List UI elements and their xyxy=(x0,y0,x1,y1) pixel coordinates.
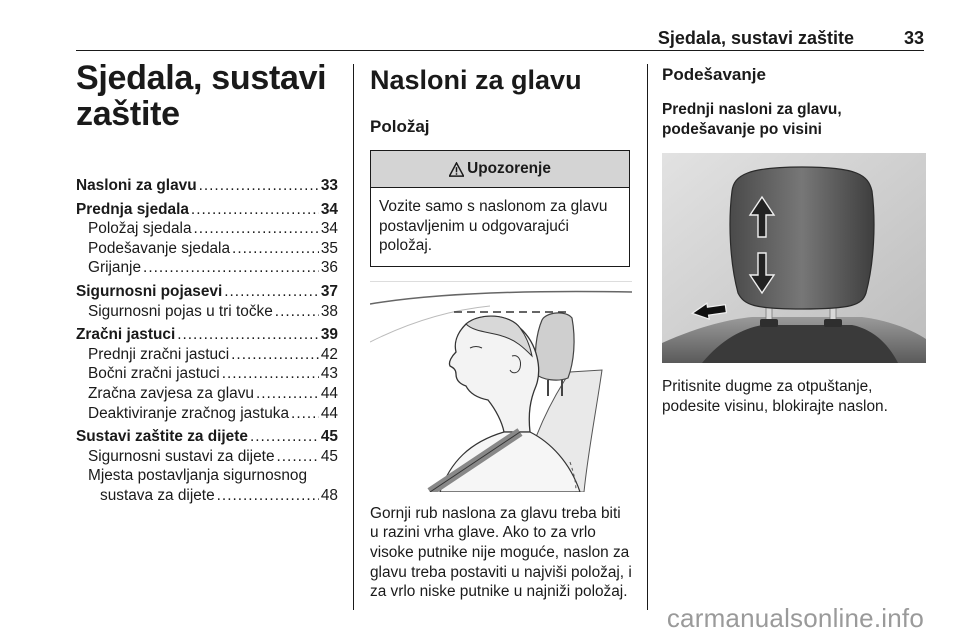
toc-entry-page: 44 xyxy=(320,404,338,422)
header-title: Sjedala, sustavi zaštite xyxy=(657,28,854,48)
chapter-title-line2: zaštite xyxy=(76,95,180,133)
toc-entry-label: Sigurnosni sustavi za dijete xyxy=(88,447,275,465)
toc-entry[interactable] xyxy=(76,282,338,302)
toc-entry[interactable] xyxy=(76,364,338,384)
warning-header xyxy=(371,151,629,188)
toc-entry-label: Sustavi zaštite za dijete xyxy=(76,428,248,446)
toc-leader-dots xyxy=(291,404,319,424)
toc-entry[interactable] xyxy=(76,219,338,239)
column-divider-1 xyxy=(353,64,354,610)
toc-entry-page: 36 xyxy=(320,259,338,277)
toc-entry-label: Zračni jastuci xyxy=(76,326,176,344)
toc-entry[interactable] xyxy=(76,239,338,259)
toc-column xyxy=(76,60,338,506)
toc-entry-page: 34 xyxy=(320,200,338,218)
toc-leader-dots xyxy=(250,427,319,447)
toc-entry[interactable] xyxy=(76,200,338,220)
toc-leader-dots xyxy=(177,325,319,345)
warning-triangle-icon xyxy=(449,162,464,177)
toc-entry-page: 33 xyxy=(320,177,338,194)
toc-leader-dots xyxy=(256,384,319,404)
toc-entry-label: Grijanje xyxy=(88,259,142,277)
headrest-position-column xyxy=(370,64,632,602)
toc-entry-label: Deaktiviranje zračnog jastuka xyxy=(88,404,290,422)
toc-entry-page: 34 xyxy=(320,220,338,238)
page-number: 33 xyxy=(903,28,924,48)
toc-entry-label: Položaj sjedala xyxy=(88,220,192,238)
warning-box xyxy=(370,150,630,267)
toc-entry-page: 37 xyxy=(320,282,338,300)
toc-entry-page: 38 xyxy=(320,302,338,320)
toc-entry-label: Prednji zračni jastuci xyxy=(88,345,230,363)
toc-entry-page: 45 xyxy=(320,428,338,446)
adjustment-title: Podešavanje xyxy=(662,65,766,84)
chapter-title xyxy=(76,60,338,132)
toc-leader-dots xyxy=(199,176,319,196)
toc-entry[interactable] xyxy=(76,345,338,365)
headrest-position-text: Gornji rub naslona za glavu treba biti u razini vrha glave. Ako to za vrlo visoke putnike nije moguće, naslon za glavu treba postaviti u najviši položaj, i za vrlo niske putnike u najniži položaj. xyxy=(370,504,632,601)
toc-leader-dots xyxy=(194,219,319,239)
chapter-title-line1: Sjedala, sustavi xyxy=(76,59,327,97)
toc-entry-label: Nasloni za glavu xyxy=(76,177,197,194)
toc-entry-page: 48 xyxy=(320,486,338,504)
toc-entry-page: 42 xyxy=(320,345,338,363)
toc-entry[interactable] xyxy=(76,404,338,424)
toc-entry-label: Sigurnosni pojasevi xyxy=(76,282,223,300)
adjustment-text: Pritisnite dugme za otpuštanje, podesite visinu, blokirajte naslon. xyxy=(662,378,888,415)
toc-entry-label: Sigurnosni pojas u tri točke xyxy=(88,302,273,320)
warning-text: Vozite samo s naslonom za glavu postavljenim u odgovarajući položaj. xyxy=(379,198,608,255)
toc-leader-dots xyxy=(231,345,319,365)
column-divider-2 xyxy=(647,64,648,610)
adjustment-subtitle-line2: podešavanje po visini xyxy=(662,120,822,138)
toc-leader-dots xyxy=(224,282,319,302)
page-header xyxy=(76,28,924,51)
toc-entry-label: Podešavanje sjedala xyxy=(88,239,231,257)
toc-entry[interactable] xyxy=(76,325,338,345)
section-title: Nasloni za glavu xyxy=(370,65,582,95)
toc-leader-dots xyxy=(277,447,319,467)
toc-entry[interactable] xyxy=(76,384,338,404)
toc-entry-label: Prednja sjedala xyxy=(76,200,189,218)
toc-leader-dots xyxy=(217,486,319,506)
toc-entry-page: 45 xyxy=(320,447,338,465)
toc-entry-page: 44 xyxy=(320,384,338,402)
toc-leader-dots xyxy=(191,200,319,220)
toc-entry-label: sustava za dijete xyxy=(100,486,215,504)
toc-entry[interactable] xyxy=(76,176,338,196)
toc-entry-page: 43 xyxy=(320,365,338,383)
toc-entry-label: Mjesta postavljanja sigurnosnog xyxy=(88,467,308,485)
warning-title: Upozorenje xyxy=(467,160,551,177)
toc-leader-dots xyxy=(275,302,319,322)
toc-entry-label: Zračna zavjesa za glavu xyxy=(88,384,254,402)
toc-leader-dots xyxy=(232,239,319,259)
toc-entry[interactable] xyxy=(76,302,338,322)
headrest-position-illustration xyxy=(370,281,632,492)
toc-leader-dots xyxy=(143,258,319,278)
toc-entry[interactable] xyxy=(76,466,338,486)
headrest-adjustment-column xyxy=(662,64,926,416)
subsection-title: Položaj xyxy=(370,117,430,136)
toc-entry[interactable] xyxy=(76,427,338,447)
adjustment-subtitle-line1: Prednji nasloni za glavu, xyxy=(662,101,842,118)
toc-entry-page: 35 xyxy=(320,239,338,257)
toc-entry[interactable] xyxy=(76,258,338,278)
toc-entry[interactable] xyxy=(76,486,338,506)
site-watermark: carmanualsonline.info xyxy=(666,603,924,633)
toc-entry[interactable] xyxy=(76,447,338,467)
table-of-contents xyxy=(76,176,338,506)
headrest-adjustment-drawing xyxy=(662,153,926,363)
headrest-adjustment-photo xyxy=(662,153,926,363)
adjustment-subtitle xyxy=(662,100,926,139)
toc-leader-dots xyxy=(222,364,319,384)
toc-entry-page: 39 xyxy=(320,326,338,344)
driver-headrest-drawing xyxy=(370,282,632,492)
toc-entry-label: Bočni zračni jastuci xyxy=(88,365,220,383)
